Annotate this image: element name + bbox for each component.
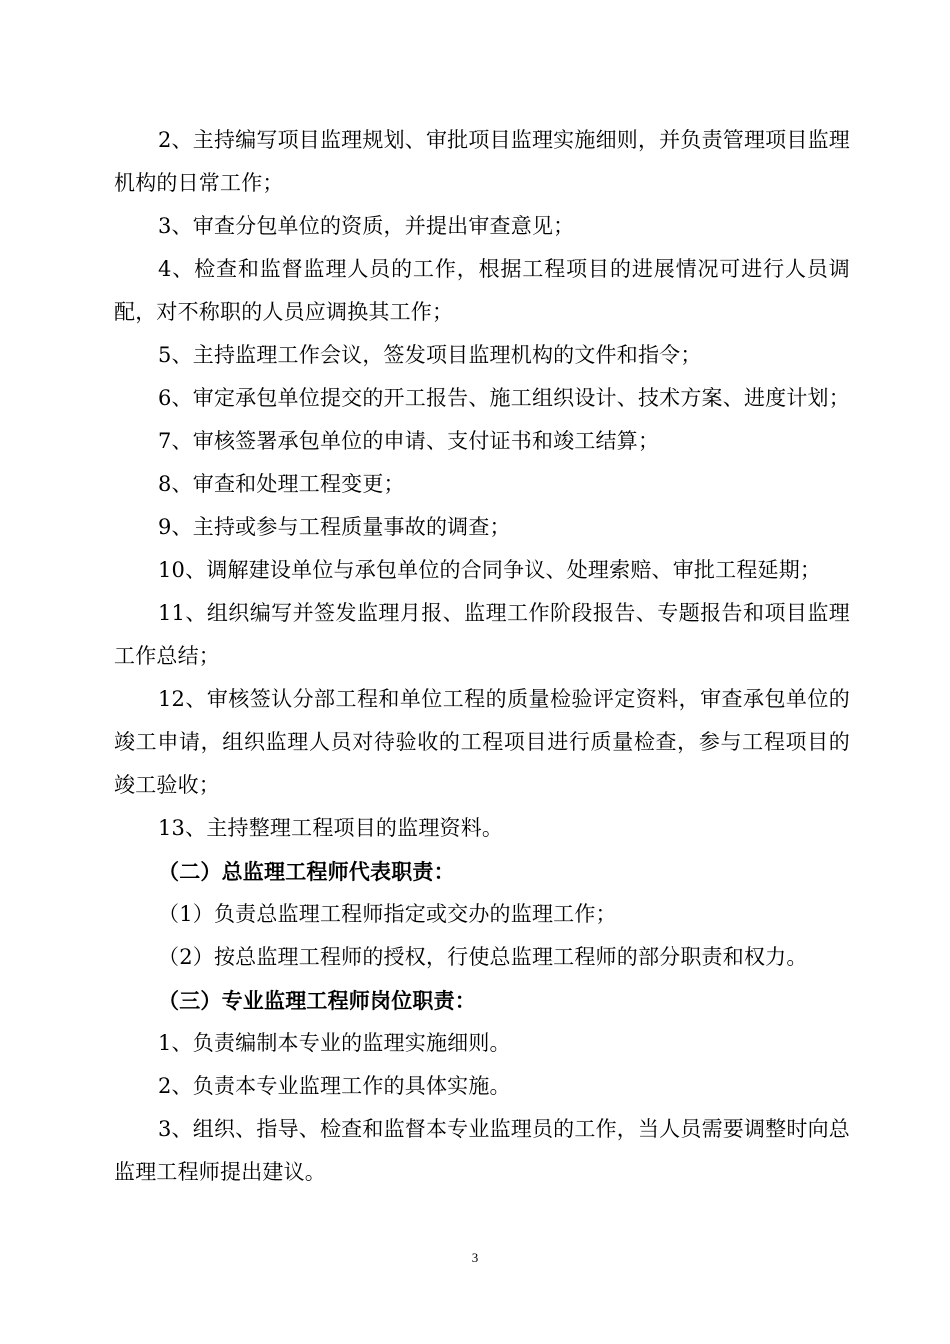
paragraph-chief-duty-13: 13、主持整理工程项目的监理资料。 <box>158 816 504 840</box>
paragraph-chief-duty-4: 4、检查和监督监理人员的工作，根据工程项目的进展情况可进行人员调配，对不称职的人员应调换其工作； <box>114 257 850 324</box>
paragraph-specialist-duty-2: 2、负责本专业监理工作的具体实施。 <box>158 1074 511 1098</box>
paragraph-chief-duty-2: 2、主持编写项目监理规划、审批项目监理实施细则，并负责管理项目监理机构的日常工作； <box>114 128 850 195</box>
paragraph-chief-duty-6: 6、审定承包单位提交的开工报告、施工组织设计、技术方案、进度计划； <box>158 386 850 410</box>
page-number: 3 <box>471 1250 479 1265</box>
paragraph-specialist-duty-3: 3、组织、指导、检查和监督本专业监理员的工作，当人员需要调整时向总监理工程师提出建议。 <box>114 1117 850 1184</box>
paragraph-chief-duty-8: 8、审查和处理工程变更； <box>158 472 405 496</box>
paragraph-chief-duty-5: 5、主持监理工作会议，签发项目监理机构的文件和指令； <box>158 343 702 367</box>
paragraph-chief-duty-3: 3、审查分包单位的资质，并提出审查意见； <box>158 214 575 238</box>
paragraph-deputy-duty-1: （1）负责总监理工程师指定或交办的监理工作； <box>158 902 617 926</box>
paragraph-chief-duty-10: 10、调解建设单位与承包单位的合同争议、处理索赔、审批工程延期； <box>158 558 822 582</box>
section-heading-deputy: （二）总监理工程师代表职责： <box>158 859 455 884</box>
paragraph-chief-duty-9: 9、主持或参与工程质量事故的调查； <box>158 515 511 539</box>
paragraph-deputy-duty-2: （2）按总监理工程师的授权，行使总监理工程师的部分职责和权力。 <box>158 945 808 969</box>
document-body <box>114 119 850 1194</box>
section-heading-specialist: （三）专业监理工程师岗位职责： <box>158 988 476 1013</box>
paragraph-chief-duty-11: 11、组织编写并签发监理月报、监理工作阶段报告、专题报告和项目监理工作总结； <box>114 601 850 668</box>
paragraph-chief-duty-12: 12、审核签认分部工程和单位工程的质量检验评定资料，审查承包单位的竣工申请，组织监理人员对待验收的工程项目进行质量检查，参与工程项目的竣工验收； <box>114 687 850 797</box>
paragraph-chief-duty-7: 7、审核签署承包单位的申请、支付证书和竣工结算； <box>158 429 660 453</box>
paragraph-specialist-duty-1: 1、负责编制本专业的监理实施细则。 <box>158 1031 511 1055</box>
